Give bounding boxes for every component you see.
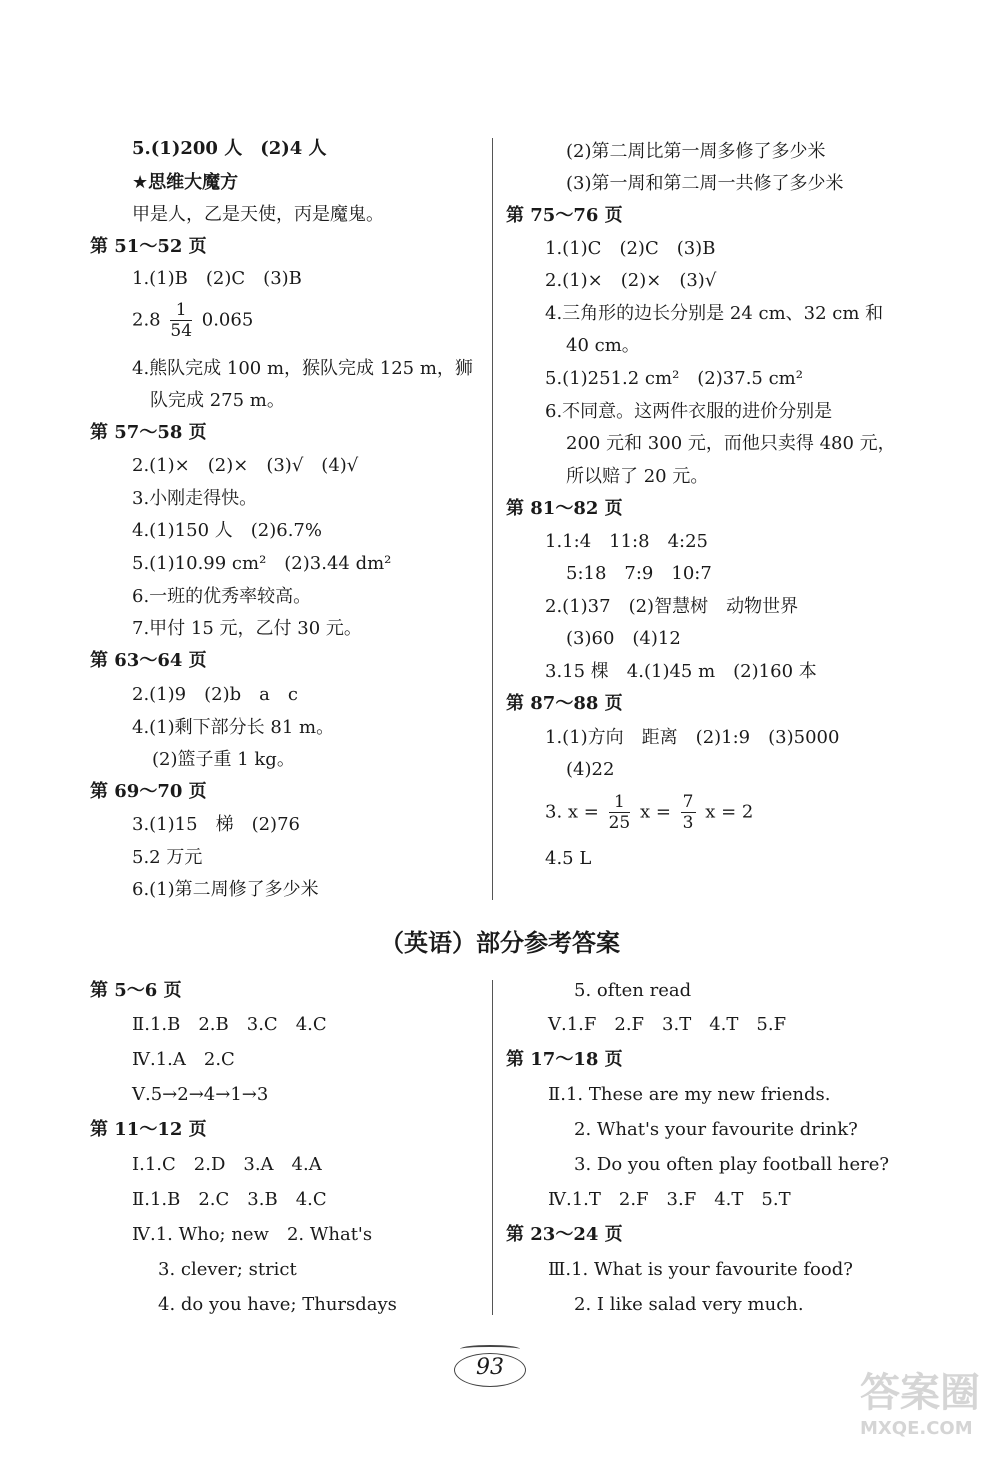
answer-line: 5. often read: [574, 980, 692, 1001]
answer-line: 2.(1)9 (2)b a c: [132, 684, 298, 705]
english-section-heading: （英语）部分参考答案: [380, 929, 620, 957]
column-divider: [492, 138, 493, 900]
watermark-url: MXQE.COM: [860, 1418, 973, 1439]
answer-line: Ⅱ.1.B 2.B 3.C 4.C: [132, 1014, 327, 1035]
page-range-heading: 第 23～24 页: [506, 1224, 623, 1245]
equation-text: 3. x =: [545, 801, 599, 823]
page-number-badge: [450, 1345, 530, 1389]
page-range-heading: 第 75～76 页: [506, 205, 623, 226]
answer-line: 1.(1)B (2)C (3)B: [132, 268, 302, 289]
equation-text: x = 2: [705, 801, 754, 823]
answer-line: 6.一班的优秀率较高。: [132, 586, 312, 607]
answer-line: (3)60 (4)12: [566, 628, 681, 649]
answer-line: 甲是人，乙是天使，丙是魔鬼。: [132, 204, 384, 225]
page-number: 93: [476, 1355, 504, 1380]
watermark-logo: [860, 1361, 980, 1451]
answer-line: 3.(1)15 梯 (2)76: [132, 814, 300, 835]
numerator: 1: [170, 300, 192, 321]
answer-line: 7.甲付 15 元，乙付 30 元。: [132, 618, 362, 639]
answer-line: Ⅳ.1.A 2.C: [132, 1049, 235, 1070]
answer-line: Ⅱ.1.B 2.C 3.B 4.C: [132, 1189, 327, 1210]
answer-line: 4.5 L: [545, 848, 592, 869]
answer-line: Ⅱ.1. These are my new friends.: [548, 1084, 831, 1105]
answer-line: 1.(1)C (2)C (3)B: [545, 238, 716, 259]
section-title: ★思维大魔方: [132, 172, 239, 193]
answer-line: 4.(1)150 人 (2)6.7%: [132, 520, 322, 541]
answer-line: 2.(1)× (2)× (3)√ (4)√: [132, 455, 359, 476]
answer-line-equations: [545, 792, 753, 833]
answer-line: (2)篮子重 1 kg。: [152, 749, 295, 770]
answer-line: 4. do you have; Thursdays: [158, 1294, 397, 1315]
answer-line: Ⅲ.1. What is your favourite food?: [548, 1259, 853, 1280]
answer-line: 2. What's your favourite drink?: [574, 1119, 858, 1140]
answer-line: Ⅴ.1.F 2.F 3.T 4.T 5.F: [548, 1014, 787, 1035]
answer-line-fraction: [132, 300, 253, 341]
answer-line: (4)22: [566, 759, 615, 780]
answer-line: Ⅳ.1.T 2.F 3.F 4.T 5.T: [548, 1189, 791, 1210]
answer-line: 5.(1)10.99 cm² (2)3.44 dm²: [132, 553, 392, 574]
page-range-heading: 第 51～52 页: [90, 236, 207, 257]
answer-line: 40 cm。: [566, 335, 640, 356]
answer-line: 5.(1)200 人 (2)4 人: [132, 138, 327, 159]
page-range-heading: 第 69～70 页: [90, 781, 207, 802]
answer-line: 3.15 棵 4.(1)45 m (2)160 本: [545, 661, 817, 682]
answer-line: 3. clever; strict: [158, 1259, 297, 1280]
fraction: [609, 792, 631, 833]
page-range-heading: 第 5～6 页: [90, 980, 182, 1001]
answer-line: 1.1:4 11:8 4:25: [545, 531, 708, 552]
answer-line: Ⅴ.5→2→4→1→3: [132, 1084, 269, 1105]
fraction: [170, 300, 192, 341]
answer-line: 2.(1)37 (2)智慧树 动物世界: [545, 596, 799, 617]
watermark-logo-text: 答案圈: [860, 1370, 980, 1416]
answer-line: 所以赔了 20 元。: [566, 466, 709, 487]
numerator: 7: [682, 792, 694, 812]
answer-line: 4.三角形的边长分别是 24 cm、32 cm 和: [545, 303, 884, 324]
column-divider: [492, 980, 493, 1315]
answer-line: 1.(1)方向 距离 (2)1:9 (3)5000: [545, 727, 840, 748]
answer-line: 6.(1)第二周修了多少米: [132, 879, 319, 900]
answer-line: (3)第一周和第二周一共修了多少米: [566, 173, 844, 194]
answer-line: Ⅳ.1. Who; new 2. What's: [132, 1224, 373, 1245]
answer-line: 5.2 万元: [132, 847, 203, 868]
page-range-heading: 第 63～64 页: [90, 650, 207, 671]
answer-line: Ⅰ.1.C 2.D 3.A 4.A: [132, 1154, 322, 1175]
page-range-heading: 第 17～18 页: [506, 1049, 623, 1070]
answer-line: 5:18 7:9 10:7: [566, 563, 712, 584]
answer-text: 2.8: [132, 309, 161, 331]
answer-line: 4.熊队完成 100 m，猴队完成 125 m，狮: [132, 358, 473, 379]
answer-line: 3.小刚走得快。: [132, 488, 258, 509]
answer-line: 6.不同意。这两件衣服的进价分别是: [545, 401, 833, 422]
equation-text: x =: [639, 801, 671, 823]
page-range-heading: 第 81～82 页: [506, 498, 623, 519]
answer-line: 5.(1)251.2 cm² (2)37.5 cm²: [545, 368, 803, 389]
answer-line: (2)第二周比第一周多修了多少米: [566, 141, 826, 162]
denominator: 54: [170, 321, 193, 341]
answer-line: 4.(1)剩下部分长 81 m。: [132, 717, 335, 738]
answer-line: 3. Do you often play football here?: [574, 1154, 890, 1175]
answer-line: 2.(1)× (2)× (3)√: [545, 270, 717, 291]
page-range-heading: 第 11～12 页: [90, 1119, 207, 1140]
answer-line: 队完成 275 m。: [150, 390, 285, 411]
numerator: 1: [609, 792, 631, 813]
page-range-heading: 第 57～58 页: [90, 422, 207, 443]
fraction: [681, 792, 696, 833]
page-range-heading: 第 87～88 页: [506, 693, 623, 714]
denominator: 3: [682, 813, 694, 833]
answer-text: 0.065: [201, 309, 254, 331]
ornament-icon: [460, 1345, 520, 1353]
denominator: 25: [608, 813, 631, 833]
answer-line: 200 元和 300 元，而他只卖得 480 元，: [566, 433, 896, 454]
answer-line: 2. I like salad very much.: [574, 1294, 804, 1315]
